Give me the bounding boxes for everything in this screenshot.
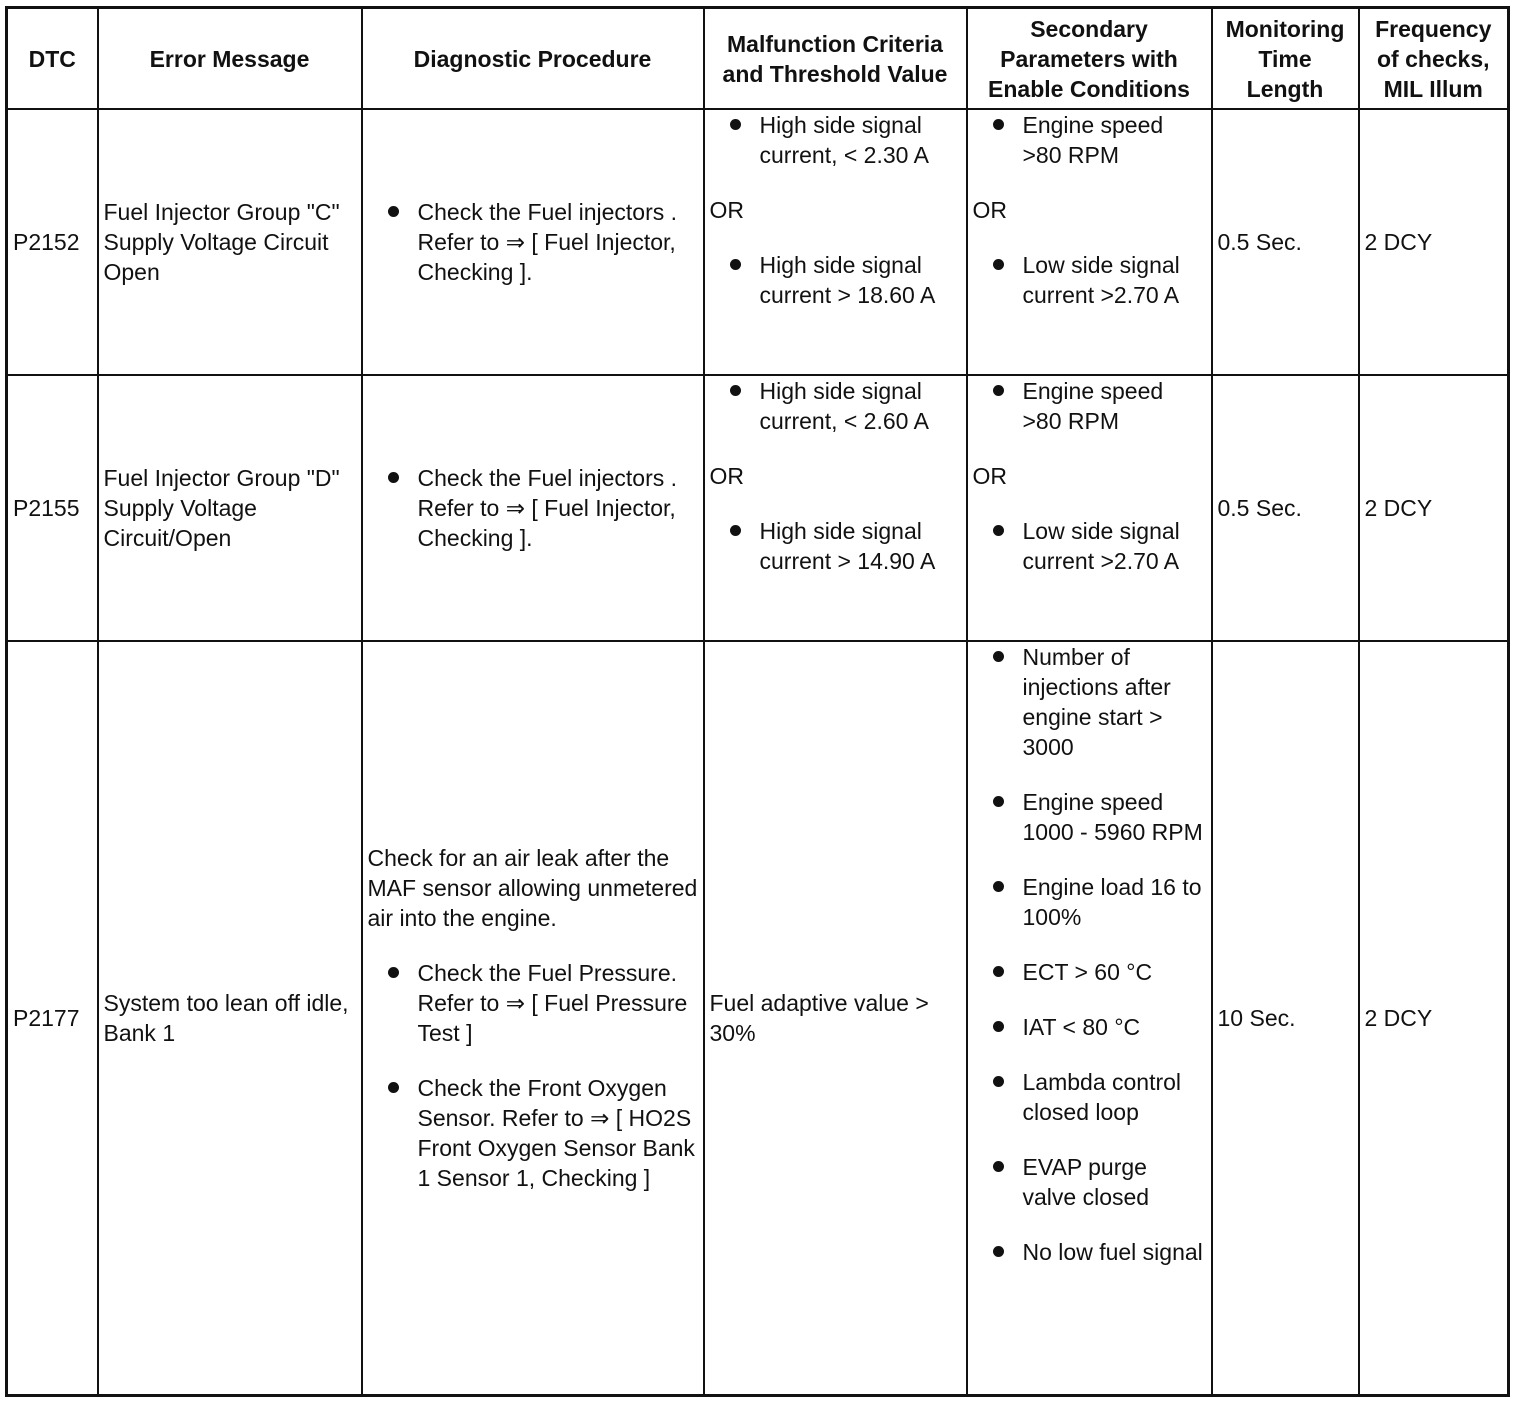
secondary-parameters <box>967 109 1212 375</box>
bullet-icon <box>993 1076 1004 1087</box>
error-message: System too lean off idle, Bank 1 <box>98 641 362 1396</box>
bullet-icon <box>730 385 741 396</box>
list-item: Check the Fuel injectors . Refer to ⇒ [ Fuel Injector, Checking ]. <box>368 197 698 287</box>
dtc-table <box>5 6 1510 1397</box>
header-malfunction-criteria: Malfunction Criteria and Threshold Value <box>704 8 967 110</box>
list-item: IAT < 80 °C <box>973 1012 1206 1042</box>
header-dtc: DTC <box>7 8 98 110</box>
malfunction-criteria <box>704 375 967 641</box>
header-diagnostic-procedure: Diagnostic Procedure <box>362 8 704 110</box>
bullet-icon <box>730 259 741 270</box>
list-item: Check the Front Oxygen Sensor. Refer to ⇒ [ HO2S Front Oxygen Sensor Bank 1 Sensor 1, Checking ] <box>368 1073 698 1193</box>
header-secondary-parameters: Secondary Parameters with Enable Conditions <box>967 8 1212 110</box>
malfunction-criteria <box>704 109 967 375</box>
secondary-parameters <box>967 641 1212 1396</box>
frequency: 2 DCY <box>1359 641 1509 1396</box>
diagnostic-procedure <box>362 375 704 641</box>
list-item: Engine speed >80 RPM <box>973 110 1206 170</box>
procedure-intro: Check for an air leak after the MAF sensor allowing unmetered air into the engine. <box>367 845 698 931</box>
bullet-icon <box>993 1246 1004 1257</box>
list-item: Check the Fuel Pressure. Refer to ⇒ [ Fuel Pressure Test ] <box>368 958 698 1048</box>
list-item: High side signal current, < 2.30 A <box>710 110 961 170</box>
header-error-message: Error Message <box>98 8 362 110</box>
frequency: 2 DCY <box>1359 109 1509 375</box>
header-row <box>7 8 1509 110</box>
bullet-icon <box>993 1161 1004 1172</box>
error-message: Fuel Injector Group "D" Supply Voltage Circuit/Open <box>98 375 362 641</box>
dtc-code: P2155 <box>7 375 98 641</box>
malfunction-criteria: Fuel adaptive value > 30% <box>704 641 967 1396</box>
list-item: High side signal current > 18.60 A <box>710 250 961 310</box>
or-separator: OR <box>972 197 1007 223</box>
error-message: Fuel Injector Group "C" Supply Voltage Circuit Open <box>98 109 362 375</box>
secondary-parameters <box>967 375 1212 641</box>
bullet-icon <box>993 119 1004 130</box>
bullet-icon <box>993 881 1004 892</box>
bullet-icon <box>388 967 399 978</box>
diagnostic-procedure <box>362 109 704 375</box>
bullet-icon <box>993 651 1004 662</box>
monitoring-time: 0.5 Sec. <box>1212 109 1359 375</box>
bullet-icon <box>993 259 1004 270</box>
bullet-icon <box>993 385 1004 396</box>
list-item: ECT > 60 °C <box>973 957 1206 987</box>
list-item: Engine speed 1000 - 5960 RPM <box>973 787 1206 847</box>
list-item: Engine load 16 to 100% <box>973 872 1206 932</box>
diagnostic-procedure <box>362 641 704 1396</box>
bullet-icon <box>993 1021 1004 1032</box>
bullet-icon <box>730 525 741 536</box>
list-item: No low fuel signal <box>973 1237 1206 1267</box>
list-item: Check the Fuel injectors . Refer to ⇒ [ Fuel Injector, Checking ]. <box>368 463 698 553</box>
frequency: 2 DCY <box>1359 375 1509 641</box>
header-monitoring-time: Monitoring Time Length <box>1212 8 1359 110</box>
bullet-icon <box>993 796 1004 807</box>
table-row <box>7 641 1509 1396</box>
list-item: Engine speed >80 RPM <box>973 376 1206 436</box>
table-row <box>7 109 1509 375</box>
list-item: High side signal current, < 2.60 A <box>710 376 961 436</box>
list-item: Lambda control closed loop <box>973 1067 1206 1127</box>
list-item: Low side signal current >2.70 A <box>973 516 1206 576</box>
list-item: EVAP purge valve closed <box>973 1152 1206 1212</box>
or-separator: OR <box>709 463 744 489</box>
bullet-icon <box>993 525 1004 536</box>
header-frequency: Frequency of checks, MIL Illum <box>1359 8 1509 110</box>
or-separator: OR <box>709 197 744 223</box>
list-item: High side signal current > 14.90 A <box>710 516 961 576</box>
list-item: Low side signal current >2.70 A <box>973 250 1206 310</box>
or-separator: OR <box>972 463 1007 489</box>
bullet-icon <box>388 472 399 483</box>
monitoring-time: 0.5 Sec. <box>1212 375 1359 641</box>
bullet-icon <box>730 119 741 130</box>
table-row <box>7 375 1509 641</box>
monitoring-time: 10 Sec. <box>1212 641 1359 1396</box>
bullet-icon <box>993 966 1004 977</box>
bullet-icon <box>388 1082 399 1093</box>
bullet-icon <box>388 206 399 217</box>
dtc-code: P2177 <box>7 641 98 1396</box>
list-item: Number of injections after engine start > 3000 <box>973 642 1206 762</box>
dtc-code: P2152 <box>7 109 98 375</box>
